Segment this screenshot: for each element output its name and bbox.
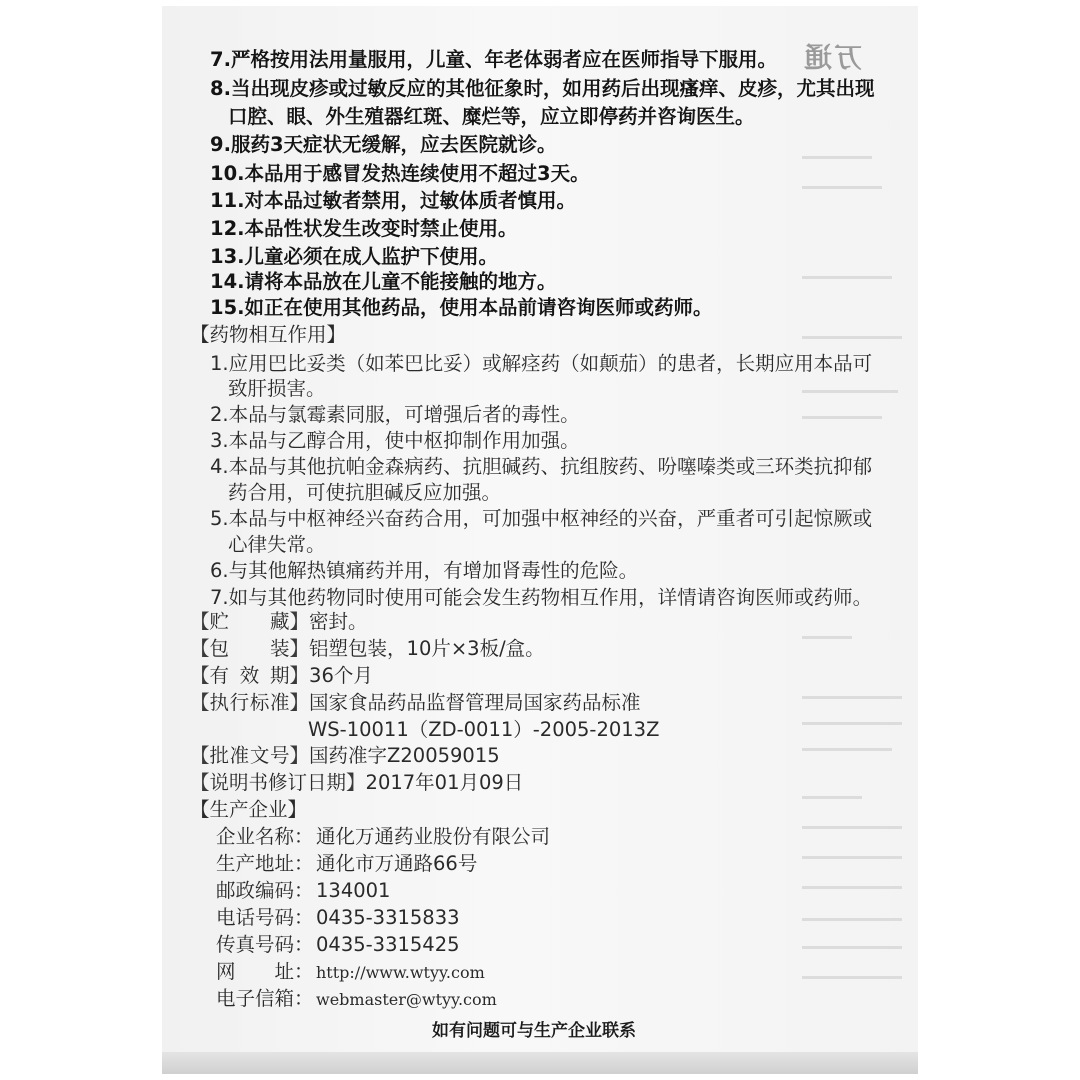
website-row <box>216 959 485 986</box>
validity-value: 36个月 <box>309 664 373 687</box>
revision-row: 【说明书修订日期】2017年01月09日 <box>190 771 524 794</box>
validity-row: 【有 效 期】36个月 <box>190 664 373 687</box>
field-label: 企业名称： <box>216 825 314 848</box>
precaution-item: 9.服药3天症状无缓解，应去医院就诊。 <box>210 133 557 156</box>
precaution-item: 8.当出现皮疹或过敏反应的其他征象时，如用药后出现瘙痒、皮疹，尤其出现 <box>210 77 875 100</box>
email-row <box>216 986 497 1013</box>
phone-row <box>216 905 460 931</box>
approval-row: 【批准文号】国药准字Z20059015 <box>190 744 500 767</box>
precaution-item: 14.请将本品放在儿童不能接触的地方。 <box>210 270 557 293</box>
field-label: 传真号码： <box>216 933 314 956</box>
interaction-item: 7.如与其他药物同时使用可能会发生药物相互作用，详情请咨询医师或药师。 <box>210 586 873 609</box>
manufacturer-address-row <box>216 851 477 877</box>
precaution-item: 10.本品用于感冒发热连续使用不超过3天。 <box>210 162 590 185</box>
precaution-item: 13.儿童必须在成人监护下使用。 <box>210 245 499 268</box>
field-label: 生产地址： <box>216 852 314 875</box>
field-value: 0435-3315833 <box>316 906 460 929</box>
field-label: 邮政编码： <box>216 879 314 902</box>
interaction-item: 3.本品与乙醇合用，使中枢抑制作用加强。 <box>210 429 580 452</box>
storage-row: 【贮 藏】密封。 <box>190 610 368 633</box>
approval-value: 国药准字Z20059015 <box>309 744 500 767</box>
manufacturer-name-row <box>216 824 550 850</box>
field-label: 电子信箱： <box>216 987 314 1010</box>
interaction-item: 4.本品与其他抗帕金森病药、抗胆碱药、抗组胺药、吩噻嗪类或三环类抗抑郁 <box>210 455 873 478</box>
precaution-item: 11.对本品过敏者禁用，过敏体质者慎用。 <box>210 189 577 212</box>
field-value: 通化市万通路66号 <box>316 852 478 875</box>
interaction-item: 6.与其他解热镇痛药并用，有增加肾毒性的危险。 <box>210 559 639 582</box>
validity-label: 有 效 期 <box>209 664 290 687</box>
precaution-item: 15.如正在使用其他药品，使用本品前请咨询医师或药师。 <box>210 296 713 319</box>
leaflet-page <box>162 6 918 1074</box>
storage-value: 密封。 <box>309 610 368 633</box>
precaution-item: 7.严格按用法用量服用，儿童、年老体弱者应在医师指导下服用。 <box>210 48 777 71</box>
standard-label: 执行标准 <box>209 691 290 714</box>
precaution-item: 口腔、眼、外生殖器红斑、糜烂等，应立即停药并咨询医生。 <box>228 105 755 128</box>
email-value: webmaster@wtyy.com <box>316 990 497 1009</box>
field-value: 134001 <box>316 879 391 902</box>
interaction-item: 2.本品与氯霉素同服，可增强后者的毒性。 <box>210 403 580 426</box>
package-label: 包 装 <box>209 637 290 660</box>
section-heading-interactions: 【药物相互作用】 <box>190 323 347 346</box>
interaction-item: 1.应用巴比妥类（如苯巴比妥）或解痉药（如颠茄）的患者，长期应用本品可 <box>210 352 873 375</box>
interaction-item: 心律失常。 <box>228 533 326 556</box>
approval-label: 批准文号 <box>209 744 290 767</box>
standard-value: 国家食品药品监督管理局国家药品标准 <box>309 691 641 714</box>
interaction-item: 致肝损害。 <box>228 377 326 400</box>
field-label: 网 址： <box>216 960 314 983</box>
contact-footer: 如有问题可与生产企业联系 <box>432 1021 636 1041</box>
website-value: http://www.wtyy.com <box>316 963 485 982</box>
package-row: 【包 装】铝塑包装，10片×3板/盒。 <box>190 637 545 660</box>
bottom-shadow-strip <box>162 1052 918 1074</box>
field-value: 0435-3315425 <box>316 933 460 956</box>
interaction-item: 药合用，可使抗胆碱反应加强。 <box>228 481 502 504</box>
revision-label: 说明书修订日期 <box>209 771 347 794</box>
revision-value: 2017年01月09日 <box>365 771 524 794</box>
interaction-item: 5.本品与中枢神经兴奋药合用，可加强中枢神经的兴奋，严重者可引起惊厥或 <box>210 507 873 530</box>
package-value: 铝塑包装，10片×3板/盒。 <box>309 637 545 660</box>
postcode-row <box>216 878 390 904</box>
precaution-item: 12.本品性状发生改变时禁止使用。 <box>210 217 518 240</box>
standard-code: WS-10011（ZD-0011）-2005-2013Z <box>308 718 660 741</box>
field-value: 通化万通药业股份有限公司 <box>316 825 551 848</box>
field-label: 电话号码： <box>216 906 314 929</box>
mirrored-brand-logo: 万通 <box>802 41 863 74</box>
section-heading-manufacturer: 【生产企业】 <box>190 798 308 821</box>
standard-row: 【执行标准】国家食品药品监督管理局国家药品标准 <box>190 691 641 714</box>
storage-label: 贮 藏 <box>209 610 290 633</box>
fax-row <box>216 932 460 958</box>
